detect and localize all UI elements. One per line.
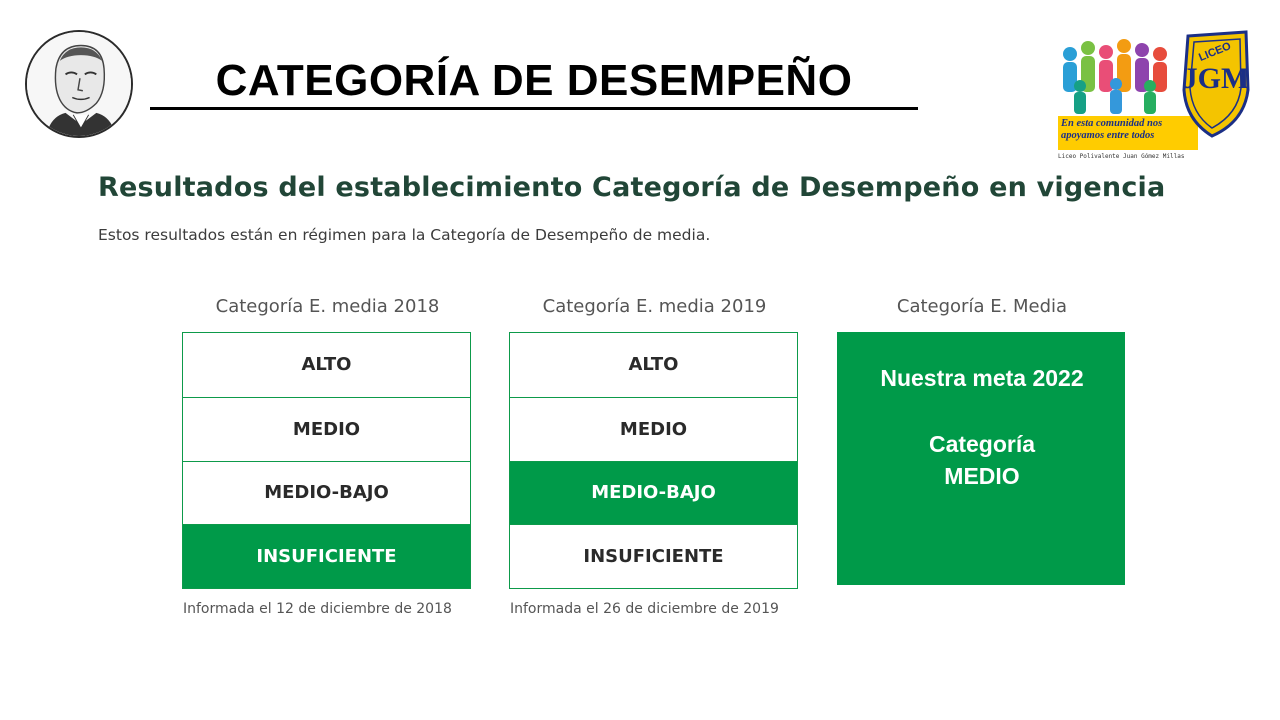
founder-portrait-logo	[25, 30, 133, 138]
goal-title: Nuestra meta 2022	[880, 365, 1084, 391]
category-2018-row-insuficiente: INSUFICIENTE	[183, 524, 470, 588]
category-2019-row-insuficiente: INSUFICIENTE	[510, 524, 797, 588]
category-2018-row-medio-bajo: MEDIO-BAJO	[183, 461, 470, 525]
shield-label: LICEO	[1197, 40, 1233, 64]
category-2019-table	[509, 332, 798, 589]
category-2019-header: Categoría E. media 2019	[542, 296, 767, 317]
category-2018-date: Informada el 12 de diciembre de 2018	[183, 601, 452, 617]
category-2018-table	[182, 332, 471, 589]
goal-category-value: MEDIO	[944, 463, 1020, 489]
category-2018-header: Categoría E. media 2018	[215, 296, 440, 317]
results-subtitle: Estos resultados están en régimen para la Categoría de Desempeño de media.	[98, 226, 711, 244]
category-2019-row-medio: MEDIO	[510, 397, 797, 461]
logo-caption: Liceo Polivalente Juan Gómez Millas	[1058, 153, 1185, 160]
svg-text:JGM: JGM	[1182, 62, 1250, 95]
goal-box	[837, 332, 1125, 585]
logo-slogan: En esta comunidad nos apoyamos entre todos	[1058, 116, 1198, 150]
category-2019-row-medio-bajo: MEDIO-BAJO	[510, 461, 797, 525]
goal-header: Categoría E. Media	[896, 296, 1068, 317]
goal-category	[837, 428, 1127, 492]
community-people-icon	[1058, 34, 1178, 116]
category-2018-row-medio: MEDIO	[183, 397, 470, 461]
category-2019-date: Informada el 26 de diciembre de 2019	[510, 601, 779, 617]
results-title: Resultados del establecimiento Categoría de Desempeño en vigencia	[98, 172, 1166, 203]
goal-category-label: Categoría	[928, 431, 1036, 457]
category-2018-row-alto: ALTO	[183, 333, 470, 397]
category-2019-row-alto: ALTO	[510, 333, 797, 397]
page-title: CATEGORÍA DE DESEMPEÑO	[150, 52, 918, 110]
